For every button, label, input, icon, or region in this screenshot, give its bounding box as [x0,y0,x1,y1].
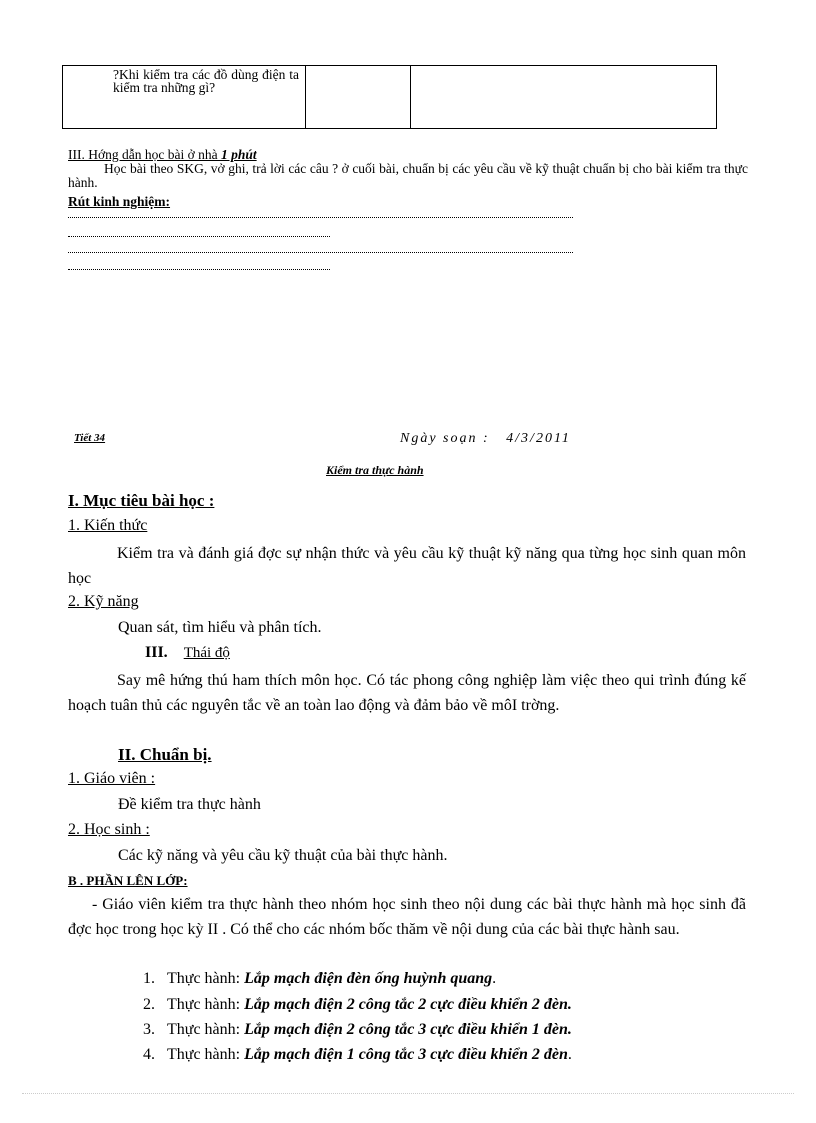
experience-line-4 [68,269,330,270]
period-label: Tiết 34 [74,432,106,444]
list-item-suffix: . [567,1046,572,1063]
date-label: Ngày soạn : [400,431,490,446]
knowledge-heading: 1. Kiến thức [68,517,148,534]
skills-text: Quan sát, tìm hiểu và phân tích. [118,619,322,636]
question-table [62,65,717,129]
date-line [400,431,571,447]
student-heading: 2. Học sinh : [68,821,150,838]
list-item-number: 1. [143,970,155,987]
experience-label: Rút kinh nghiệm: [68,194,171,209]
attitude-text: Say mê hứng thú ham thích môn học. Có tác phong công nghiệp làm việc theo qui trình đúng kế hoạch tuân thủ các nguyên tắc về an toàn lao động và đảm bảo về môI trờng. [68,672,746,714]
homework-time: 1 phút [220,147,257,162]
experience-line-2 [68,236,330,237]
homework-heading [68,148,257,162]
section2-heading: II. Chuẩn bị. [118,745,212,764]
list-item-prefix: Thực hành: [167,996,245,1013]
table-cell-empty-1 [306,66,411,128]
experience-line-1 [68,217,573,218]
list-item-prefix: Thực hành: [167,970,245,987]
teacher-text: Đề kiểm tra thực hành [118,796,261,813]
attitude-number: III. [145,644,168,661]
list-item-title: Lắp mạch điện 1 công tắc 3 cực điều khiển 2 đèn [244,1046,568,1063]
list-item [143,1046,572,1064]
attitude-heading-line [145,644,230,662]
date-value: 4/3/2011 [506,431,571,446]
list-item-number: 2. [143,996,155,1013]
list-item-suffix: . [492,970,497,987]
table-cell-question [63,66,306,128]
list-item-number: 3. [143,1021,155,1038]
list-item [143,1021,572,1039]
list-item-prefix: Thực hành: [167,1021,245,1038]
sectionB-heading: B . PHẦN LÊN LỚP: [68,873,188,888]
list-item-title: Lắp mạch điện 2 công tắc 2 cực điều khiển 2 đèn. [244,996,572,1013]
knowledge-text: Kiểm tra và đánh giá đợc sự nhận thức và yêu cầu kỹ thuật kỹ năng qua từng học sinh quan môn học [68,545,746,587]
attitude-heading: Thái độ [183,645,230,661]
page-bottom-border [22,1093,794,1094]
skills-heading: 2. Kỹ năng [68,593,139,610]
homework-text: Học bài theo SKG, vở ghi, trả lời các câu ? ở cuối bài, chuẩn bị các yêu cầu về kỹ thuật chuẩn bị cho bài kiểm tra thực hành. [68,161,748,190]
table-question-text: ?Khi kiểm tra các đồ dùng điện ta kiểm tra những gì? [113,67,299,95]
list-item-prefix: Thực hành: [167,1046,245,1063]
lesson-title: Kiểm tra thực hành [326,463,424,477]
experience-line-3 [68,252,573,253]
section1-heading: I. Mục tiêu bài học : [68,491,215,510]
teacher-heading: 1. Giáo viên : [68,770,156,787]
list-item-title: Lắp mạch điện đèn ống huỳnh quang [244,970,493,987]
list-item-number: 4. [143,1046,155,1063]
homework-heading-text: III. Hớng dẫn học bài ở nhà [68,147,221,162]
list-item [143,996,572,1014]
student-text: Các kỹ năng và yêu cầu kỹ thuật của bài thực hành. [118,847,448,864]
list-item [143,970,496,988]
sectionB-text: - Giáo viên kiểm tra thực hành theo nhóm học sinh theo nội dung các bài thực hành mà học sinh đã đợc học trong học kỳ II . Có thể cho các nhóm bốc thăm về nội dung của các bài thực hành sau. [68,896,746,938]
list-item-title: Lắp mạch điện 2 công tắc 3 cực điều khiển 1 đèn. [244,1021,572,1038]
